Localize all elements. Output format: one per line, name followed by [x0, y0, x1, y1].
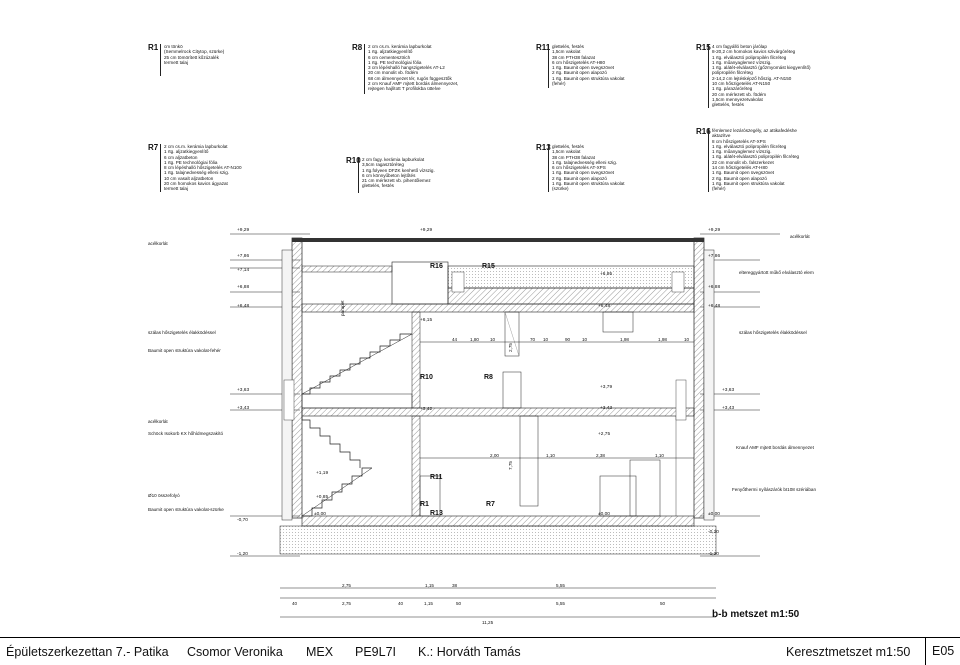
dimension-label: 5,55 — [556, 583, 565, 588]
legend-r7: R7 2 cm cs.m. kerámia lapburkolat 1 rtg. aljzatkiegyenlítő 6 cm aljzatbeton 1 rtg. PE technológiai fólia 8 cm lépéshalló hőszigetelés AT-N100 1 rtg. talajnedvesség elleni szig. 10 cm vasalt aljzatbeton 20 cm homokos kavics ágyazat termett talaj — [148, 143, 242, 192]
annotation: parapet — [340, 300, 345, 316]
room-code: R8 — [484, 374, 493, 381]
level-label: +3,43 — [722, 406, 735, 411]
annotation: acélkorlát — [790, 234, 810, 239]
dimension-label: 2,75 — [342, 601, 351, 606]
room-code: R16 — [430, 263, 443, 270]
level-label: +3,42 — [420, 407, 433, 412]
dimension-label: 10 — [582, 337, 588, 342]
annotation: Fenyőthermi nyílászárók bI108 szériában — [732, 487, 817, 492]
sheet-number: E05 — [925, 638, 954, 665]
room-code: R1 — [420, 501, 429, 508]
level-label: +7,86 — [708, 254, 721, 259]
level-label: -1,20 — [708, 552, 719, 557]
program-code: MEX — [306, 644, 334, 659]
annotation: acélkorlát — [148, 241, 168, 246]
annotation: eltereggyártott műkő elválasztó elem — [739, 270, 814, 275]
level-label: ±0,00 — [314, 512, 326, 517]
legend-code: R7 — [148, 143, 159, 152]
course-name: Épületszerkezettan 7.- Patika — [6, 644, 169, 659]
level-label: +2,75 — [598, 432, 611, 437]
tutor-name: K.: Horváth Tamás — [418, 644, 521, 659]
dimension-label: 90 — [565, 337, 571, 342]
dimension-label: 5,55 — [556, 601, 565, 606]
dimension-label: 50 — [456, 601, 462, 606]
dimension-label: 2,38 — [596, 453, 605, 458]
dimension-label: 11,25 — [482, 620, 494, 625]
legend-r13: R13 glettelés, festés 1,5cm vakolat 38 cm PTH38 falazat 1 rtg. talajnedvesség elleni szig. 6 cm hőszigetelés AT-XPS 1 rtg. Baumit open üvegszövet 2 rtg. Baumit open alapozó 1 rtg. Baumit open struktúra vakolat (szürke) — [536, 143, 625, 192]
annotation: Ø10 összefolyó — [148, 493, 180, 498]
level-label: +6,48 — [237, 304, 250, 309]
dimension-label: 40 — [292, 601, 298, 606]
level-label: +9,29 — [708, 228, 721, 233]
legend-r15: R15 4 cm fagyálló beton járólap 8-20,2 cm homokos kavics szivárgóréteg 1 rtg. elválasztó polipropilén filcréteg 1 rtg. műanyaglemez vízszig. 1 rtg. alátét-elválasztó (gőzmyomást kiegyenlítő) polipropilén filcréteg 2-14,2 cm lejtésképző hőszig. AT-N150 10 cm hőszigetelés AT-N150 1 rtg. párazáróréteg 20 cm mérlezett vb. födém 1,5cm mennyezetvakolat glettelés, festés — [696, 43, 811, 108]
level-label: +3,43 — [600, 406, 613, 411]
room-code: R15 — [482, 263, 495, 270]
dimension-label: 10 — [543, 337, 549, 342]
dimension-label: 1,10 — [655, 453, 664, 458]
level-label: +6,88 — [237, 285, 250, 290]
legend-r1: R1 cm tönkö (Semmelrock Citytop, szürke) 25 cm tömörített kőzúzalék termett talaj — [148, 44, 224, 65]
legend-r11: R11 glettelés, festés 1,5cm vakolat 38 cm PTH38 falazat 6 cm hőszigetelés AT-H80 1 rtg. Baumit open üvegszövet 2 rtg. Baumit open alapozó 1 rtg. Baumit open struktúra vakolat (fehér) — [536, 43, 625, 87]
level-label: +9,29 — [237, 228, 250, 233]
legend-code: R10 — [346, 156, 361, 165]
view-title: b-b metszet m1:50 — [712, 609, 800, 620]
room-code: R11 — [430, 474, 443, 481]
annotation: szálas hőszigetelés élakködéssel — [739, 330, 807, 335]
annotation: Baumit open struktúra vakolat-szürke — [148, 507, 224, 512]
annotation: Schöck Isokorb KX hőhídmegszakító — [148, 431, 224, 436]
dimension-label: 1,15 — [425, 583, 434, 588]
level-label: +6,15 — [420, 318, 433, 323]
room-code: R10 — [420, 374, 433, 381]
level-label: +3,63 — [237, 388, 250, 393]
level-label: -0,70 — [237, 518, 248, 523]
level-label: +3,43 — [237, 406, 250, 411]
dimension-label: 40 — [398, 601, 404, 606]
dimension-label: 1,10 — [546, 453, 555, 458]
legend-code: R16 — [696, 127, 711, 136]
legend-code: R11 — [536, 43, 551, 52]
level-label: ±0,00 — [708, 512, 720, 517]
dimension-label: 10 — [684, 337, 690, 342]
annotation: Knauf AMF mjtett bordás álmennyezet — [736, 445, 814, 450]
level-label: +7,14 — [237, 268, 250, 273]
level-label: +1,19 — [316, 471, 329, 476]
legend-code: R15 — [696, 43, 711, 52]
level-label: +6,88 — [708, 285, 721, 290]
legend-code: R13 — [536, 143, 551, 152]
legend-r16: R16 fémlemez lezárószegély, az attikafedéshe aktazítve 8 cm hőszigetelés AT-XPS 1 rtg. elválasztó polipropilén filcréteg 1 rtg. műanyaglemez vízszig. 1 rtg. alátét-elválasztó polipropilén filcréteg 22 cm monolit vb. falszerkezet 14 cm hőszigetelés AT-H80 1 rtg. Baumit open üvegszövet 2 rtg. Baumit open alapozó 1 rtg. Baumit open struktúra vakolat (fehér) — [696, 127, 800, 192]
dimension-label: 44 — [452, 337, 458, 342]
annotation: acélkorlát — [148, 419, 168, 424]
level-label: ±0,00 — [598, 512, 610, 517]
legend-r8: R8 2 cm cs.m. kerámia lapburkolat 1 rtg. aljzatkiegyenlítő 6 cm cementesztrich 1 rtg. PE technológiai fólia 3 cm lépéshalló hangszigetelés AT-L2 20 cm monolit vb. födém 68 cm álmennyezet tér, rugós függesztők 2 cm Knauf AMF mjtett bordás álmennyezet, rejtegen hajlított T profilokba üttelve — [352, 44, 458, 92]
level-label: +9,29 — [420, 228, 433, 233]
dimension-label: 1,80 — [470, 337, 479, 342]
dimension-label: 1,98 — [658, 337, 667, 342]
dimension-label: 7,75 — [508, 461, 513, 470]
dimension-label: 1,15 — [424, 601, 433, 606]
level-label: +0,85 — [316, 495, 329, 500]
level-label: -1,20 — [237, 552, 248, 557]
annotation: Baumit open struktúra vakolat-fehér — [148, 348, 221, 353]
neptun-code: PE9L7I — [355, 644, 397, 659]
dimension-label: 50 — [660, 601, 666, 606]
legend-code: R8 — [352, 43, 363, 52]
level-label: +7,86 — [237, 254, 250, 259]
title-block — [0, 637, 960, 665]
drawing-name: Keresztmetszet m1:50 — [786, 644, 911, 659]
room-code: R13 — [430, 510, 443, 517]
dimension-label: 2,00 — [490, 453, 499, 458]
legend-r10: R10 2 cm fagy. kerámia lapburkolat 3,5cm ragasztóréteg 1 rtg.folyeen DFZK kenhető vízszig. 6 cm könnyűbeton lejtőtés 21 cm mérlezett vb. pihentőlemez glettelés, festés — [346, 157, 435, 189]
annotation: szálas hőszigetelés élakködéssel — [148, 330, 216, 335]
student-name: Csomor Veronika — [187, 644, 283, 659]
level-label: +3,63 — [722, 388, 735, 393]
dimension-label: 2,75 — [342, 583, 351, 588]
level-label: +6,48 — [708, 304, 721, 309]
room-code: R7 — [486, 501, 495, 508]
dimension-label: 38 — [452, 583, 458, 588]
level-label: -0,20 — [708, 530, 719, 535]
level-label: +3,79 — [600, 385, 613, 390]
dimension-label: 1,98 — [620, 337, 629, 342]
level-label: +6,95 — [600, 272, 613, 277]
legend-code: R1 — [148, 43, 159, 52]
dimension-label: 2,75 — [508, 343, 513, 352]
dimension-label: 70 — [530, 337, 536, 342]
dimension-label: 10 — [490, 337, 496, 342]
level-label: +6,48 — [598, 304, 611, 309]
